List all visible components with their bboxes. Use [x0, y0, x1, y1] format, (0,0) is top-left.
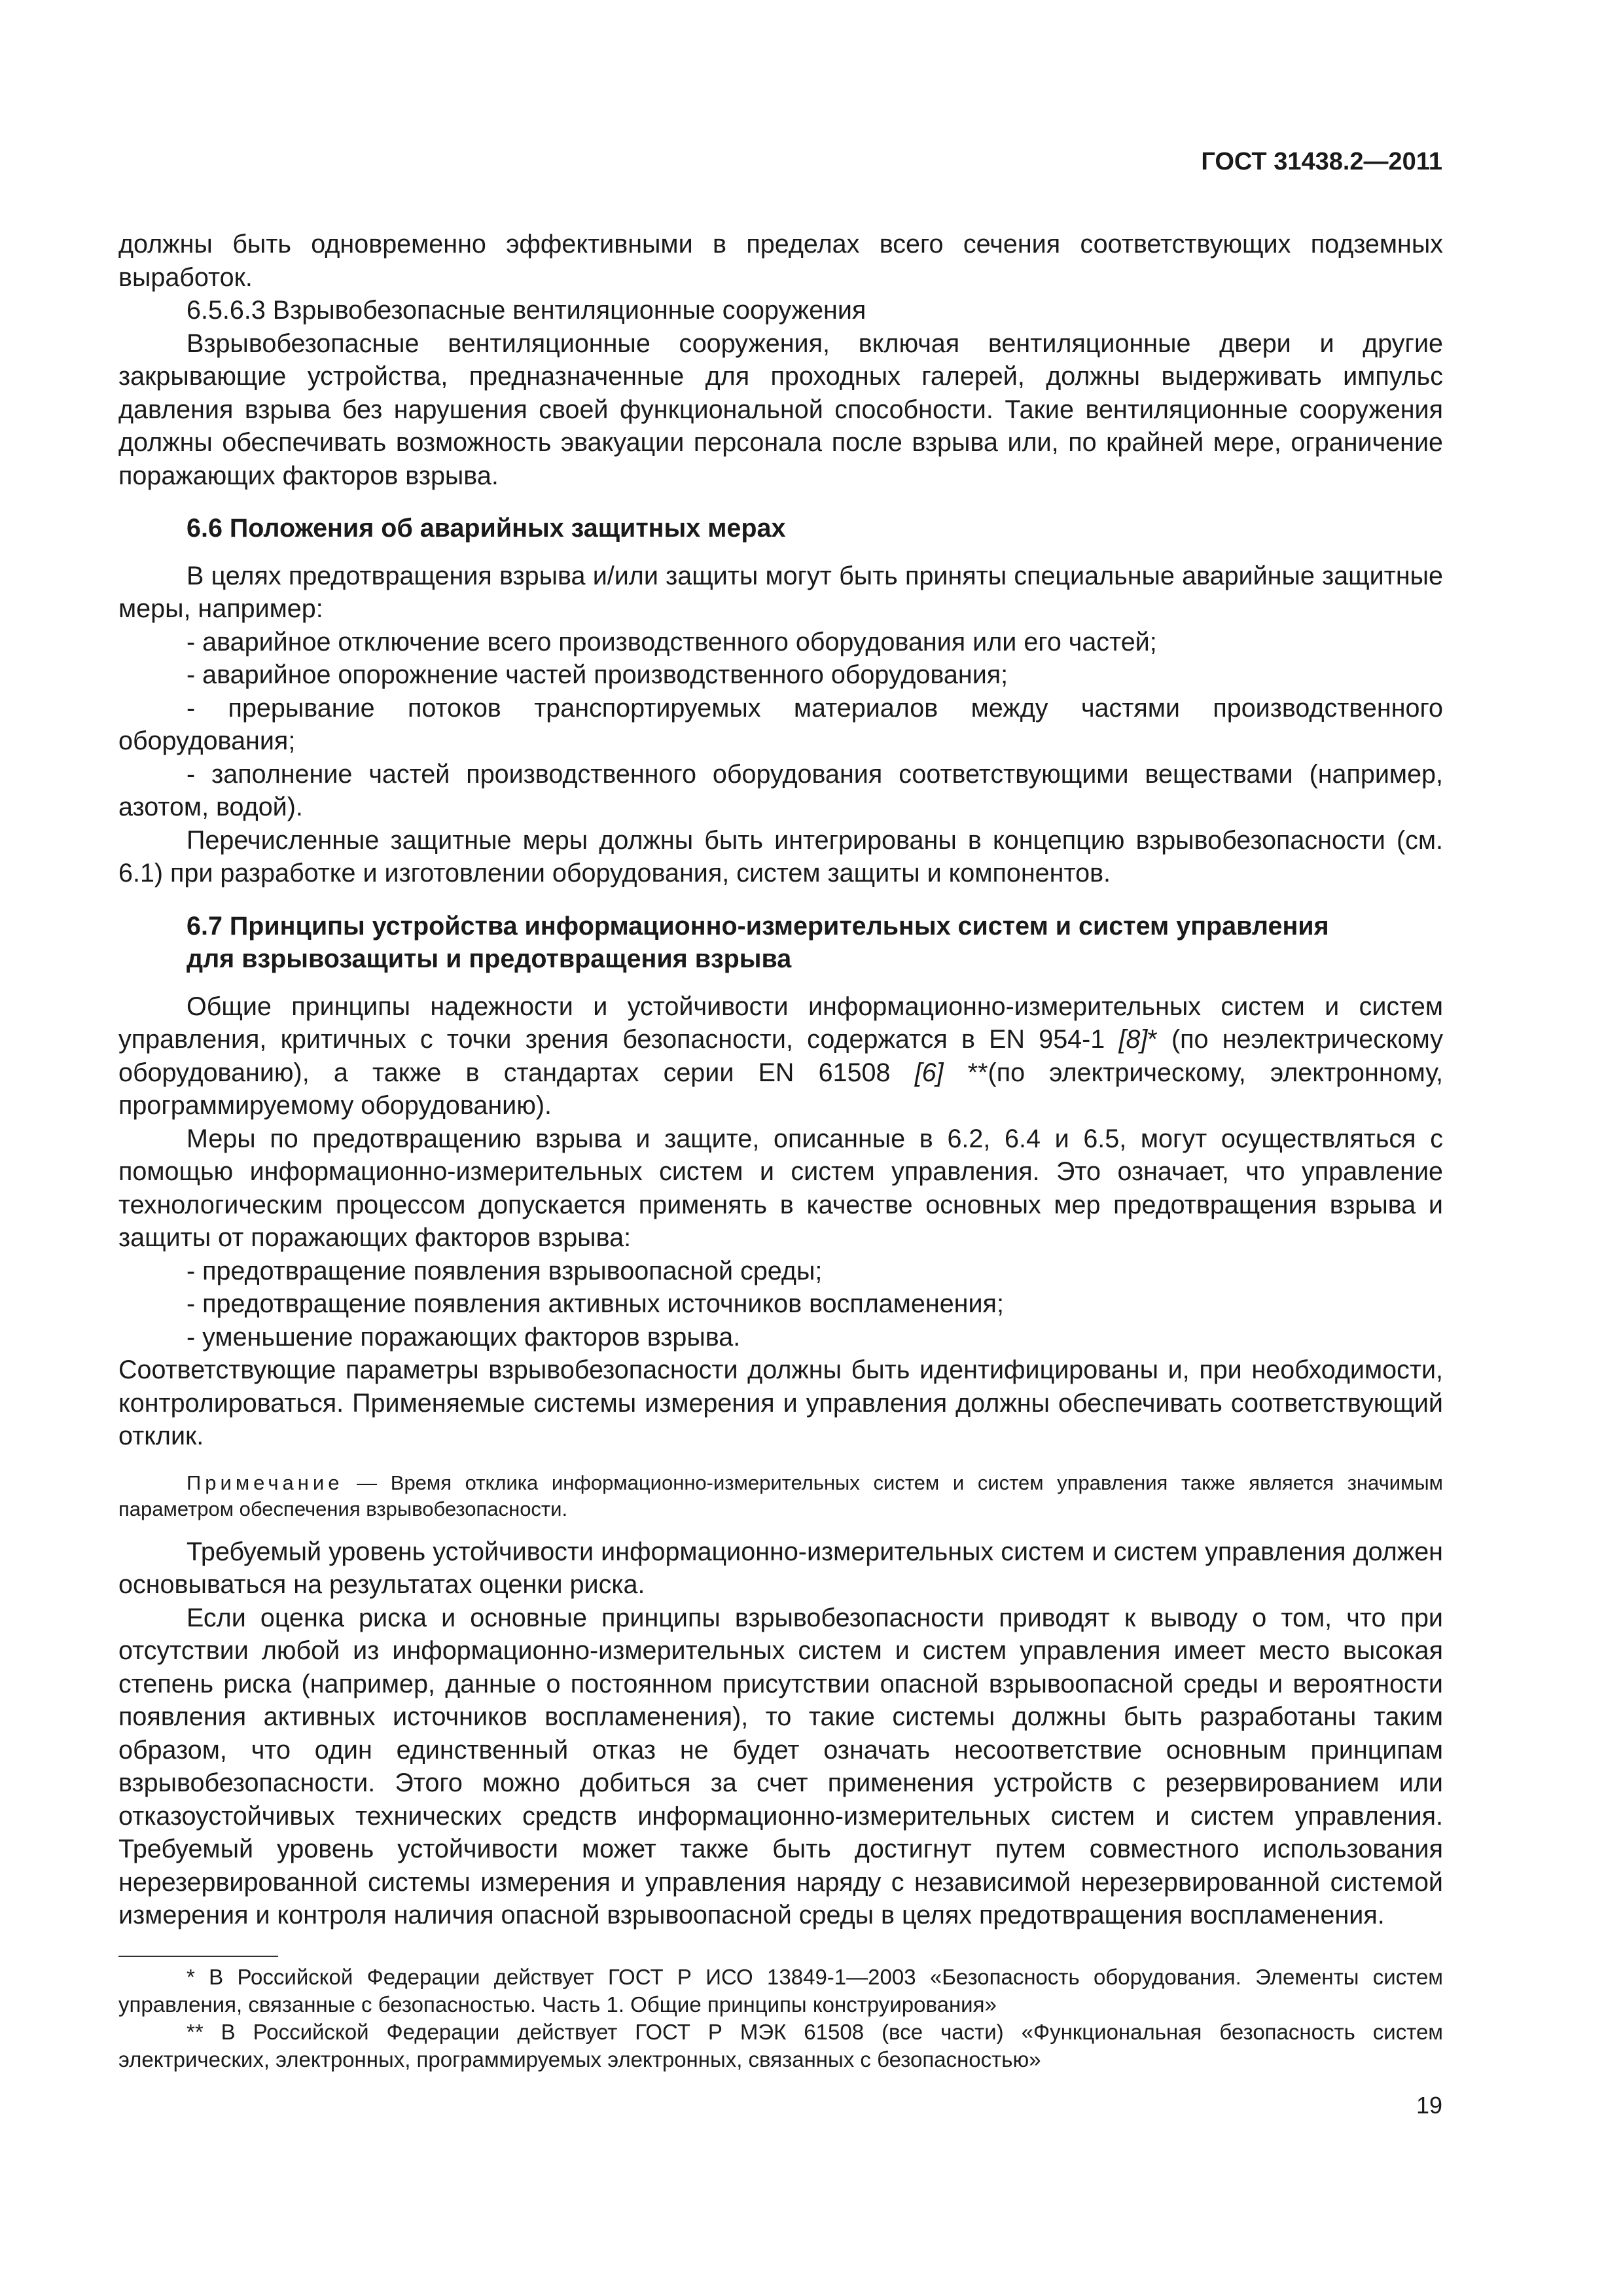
note	[118, 1470, 1443, 1522]
paragraph-parameters: Соответствующие параметры взрывобезопасности должны быть идентифицированы и, при необходимости, контролироваться. Применяемые системы измерения и управления должны обеспечивать соответствующий отклик.	[118, 1355, 1443, 1450]
paragraph-general-principles	[118, 990, 1443, 1122]
list-item: - уменьшение поражающих факторов взрыва.	[187, 1322, 741, 1352]
note-text: — Время отклика информационно-измерительных систем и систем управления также является значимым параметром обеспечения взрывобезопасности.	[118, 1471, 1443, 1520]
paragraph-ventilation: Взрывобезопасные вентиляционные сооружения, включая вентиляционные двери и другие закрывающие устройства, предназначенные для проходных галерей, должны выдерживать импульс давления взрыва без нарушения своей функциональной способности. Такие вентиляционные сооружения должны обеспечивать возможность эвакуации персонала после взрыва или, по крайней мере, ограничение поражающих факторов взрыва.	[118, 329, 1443, 490]
document-body	[118, 228, 1443, 2073]
subclause-heading-6-5-6-3: 6.5.6.3 Взрывобезопасные вентиляционные сооружения	[187, 296, 866, 325]
list-item: - аварийное опорожнение частей производственного оборудования;	[187, 660, 1008, 689]
footnote: ** В Российской Федерации действует ГОСТ Р МЭК 61508 (все части) «Функциональная безопасность систем электрических, электронных, программируемых электронных, связанных с безопасностью»	[118, 2019, 1443, 2072]
bibliography-ref: [8]	[1118, 1025, 1148, 1054]
list-item: - аварийное отключение всего производственного оборудования или его частей;	[187, 627, 1157, 656]
paragraph-measures: Меры по предотвращению взрыва и защите, описанные в 6.2, 6.4 и 6.5, могут осуществляться с помощью информационно-измерительных систем и систем управления. Это означает, что управление технологическим процессом допускается применять в качестве основных мер предотвращения взрыва и защиты от поражающих факторов взрыва:	[118, 1124, 1443, 1252]
bibliography-ref: [6]	[914, 1058, 944, 1087]
paragraph-risk-assessment: Если оценка риска и основные принципы взрывобезопасности приводят к выводу о том, что при отсутствии любой из информационно-измерительных систем и систем управления имеет место высокая степень риска (например, данные о постоянном присутствии опасной взрывоопасной среды и вероятности появления активных источников воспламенения), то такие системы должны быть разработаны таким образом, что один единственный отказ не будет означать несоответствие основным принципам взрывобезопасности. Этого можно добиться за счет применения устройств с резервированием или отказоустойчивых технических средств информационно-измерительных систем и систем управления. Требуемый уровень устойчивости может также быть достигнут путем совместного использования нерезервированной системы измерения и управления наряду с независимой нерезервированной системой измерения и контроля наличия опасной взрывоопасной среды в целях предотвращения воспламенения.	[118, 1603, 1443, 1929]
paragraph-continuation: должны быть одновременно эффективными в пределах всего сечения соответствующих подземных выработок.	[118, 230, 1443, 292]
section-title-6-6: 6.6 Положения об аварийных защитных мерах	[187, 514, 786, 543]
document-header: ГОСТ 31438.2—2011	[1201, 148, 1442, 175]
footnote-separator	[118, 1956, 278, 1957]
section-title-6-7-line1: 6.7 Принципы устройства информационно-измерительных систем и систем управления	[187, 911, 1329, 941]
text-segment: **(по электрическому, электронному, программируемому оборудованию).	[118, 1058, 1443, 1120]
footnote: * В Российской Федерации действует ГОСТ Р ИСО 13849-1—2003 «Безопасность оборудования. Элементы систем управления, связанные с безопасностью. Часть 1. Общие принципы конструирования»	[118, 1964, 1443, 2017]
note-label: Примечание	[187, 1471, 344, 1494]
list-item: - предотвращение появления взрывоопасной среды;	[187, 1256, 823, 1285]
list-item: - предотвращение появления активных источников воспламенения;	[187, 1289, 1004, 1318]
list-item: - прерывание потоков транспортируемых материалов между частями производственного оборудования;	[118, 693, 1443, 755]
paragraph-integration: Перечисленные защитные меры должны быть интегрированы в концепцию взрывобезопасности (см. 6.1) при разработке и изготовлении оборудования, систем защиты и компонентов.	[118, 825, 1443, 888]
paragraph-emergency-intro: В целях предотвращения взрыва и/или защиты могут быть приняты специальные аварийные защитные меры, например:	[118, 561, 1443, 623]
page-number: 19	[1416, 2092, 1442, 2119]
text-segment: Общие принципы надежности и устойчивости информационно-измерительных систем и систем управления, критичных с точки зрения безопасности, содержатся в EN 954-1	[118, 992, 1443, 1054]
section-title-6-7	[118, 910, 1443, 976]
paragraph-required-level: Требуемый уровень устойчивости информационно-измерительных систем и систем управления должен основываться на результатах оценки риска.	[118, 1537, 1443, 1599]
text-segment: * (по неэлектрическому оборудованию), а также в стандартах серии EN 61508	[118, 1025, 1443, 1087]
section-title-6-7-line2: для взрывозащиты и предотвращения взрыва	[187, 944, 792, 973]
list-item: - заполнение частей производственного оборудования соответствующими веществами (например, азотом, водой).	[118, 759, 1443, 821]
